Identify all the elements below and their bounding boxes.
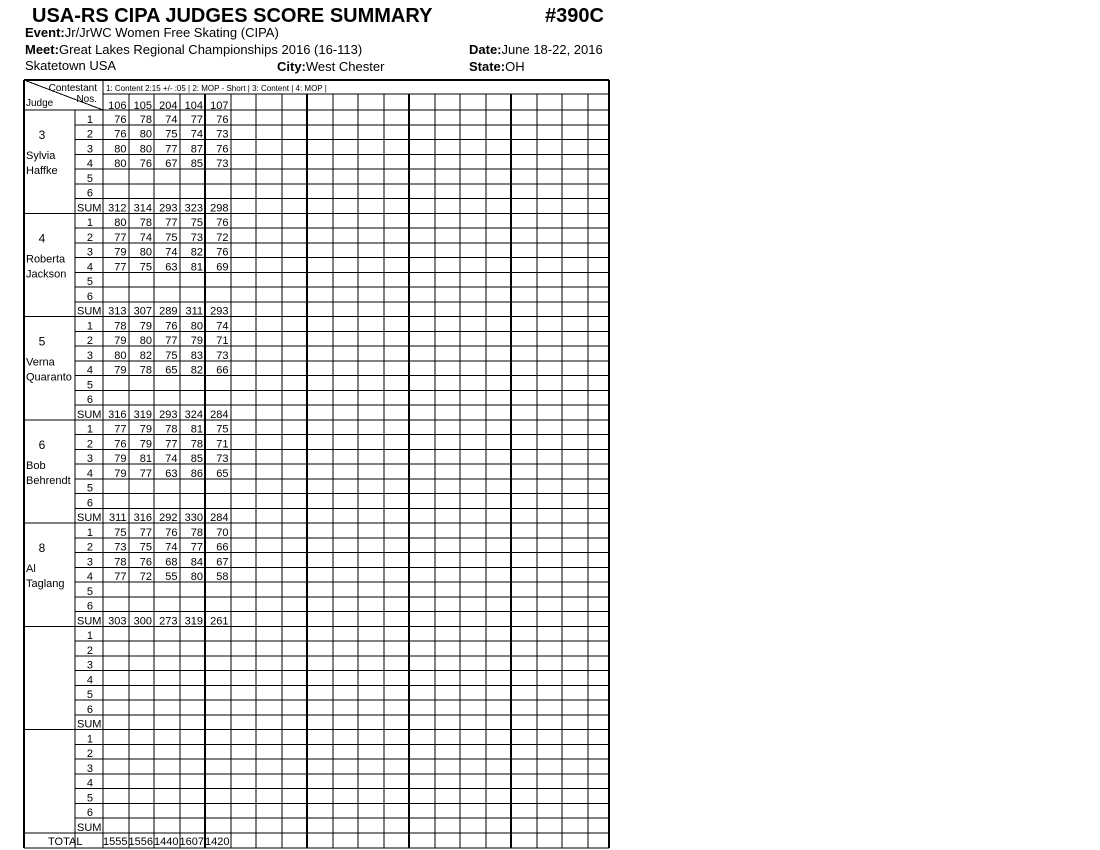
judge-number: 8 — [38, 541, 46, 555]
total-cell: 1440 — [154, 835, 179, 848]
sum-cell: 298 — [210, 202, 229, 215]
contestant-number: 204 — [159, 100, 178, 112]
score-cell: 78 — [165, 423, 178, 436]
score-cell: 85 — [190, 158, 203, 170]
row-number: 6 — [86, 187, 93, 200]
sum-cell: 261 — [210, 615, 229, 628]
row-number: 4 — [86, 467, 93, 480]
row-number: 5 — [86, 482, 93, 495]
score-cell: 76 — [216, 143, 229, 156]
sum-cell: 273 — [159, 615, 178, 628]
city-label: City: — [277, 59, 306, 74]
score-cell: 75 — [139, 261, 152, 274]
row-number: 3 — [86, 246, 93, 259]
score-cell: 58 — [216, 571, 229, 583]
form-number: #390C — [545, 5, 604, 27]
score-cell: 75 — [114, 526, 127, 539]
score-cell: 74 — [165, 541, 178, 554]
score-cell: 81 — [190, 423, 203, 436]
score-cell: 55 — [165, 571, 178, 583]
score-cell: 80 — [114, 158, 127, 170]
score-cell: 78 — [139, 113, 152, 126]
sum-label: SUM — [77, 408, 102, 421]
score-cell: 72 — [216, 231, 229, 244]
judge-last-name: Taglang — [26, 578, 65, 590]
score-cell: 79 — [190, 335, 203, 347]
row-number: 1 — [86, 113, 93, 126]
score-cell: 80 — [139, 246, 152, 259]
judge-label: Judge — [26, 98, 54, 109]
score-cell: 75 — [165, 128, 178, 141]
score-cell: 80 — [139, 335, 152, 347]
score-cell: 80 — [190, 571, 203, 583]
row-number: 2 — [86, 438, 93, 451]
row-number: 5 — [86, 172, 93, 185]
score-cell: 79 — [114, 335, 127, 347]
contestant-number: 105 — [133, 100, 152, 112]
row-number: 1 — [86, 423, 93, 436]
score-cell: 79 — [114, 364, 127, 377]
score-cell: 75 — [165, 231, 178, 244]
row-number: 6 — [86, 703, 93, 716]
score-cell: 77 — [114, 261, 127, 274]
date-label: Date: — [469, 42, 502, 57]
sum-cell: 319 — [133, 408, 152, 421]
sum-cell: 300 — [133, 615, 152, 628]
judge-first-name: Roberta — [26, 253, 66, 266]
score-cell: 82 — [139, 349, 152, 362]
score-cell: 76 — [139, 158, 152, 170]
score-cell: 76 — [139, 556, 152, 569]
event-label: Event: — [25, 25, 65, 40]
row-number: 4 — [86, 158, 93, 170]
judge-last-name: Quaranto — [26, 371, 72, 384]
sum-cell: 307 — [133, 305, 152, 318]
sum-cell: 316 — [133, 512, 152, 524]
score-cell: 77 — [190, 113, 203, 126]
score-cell: 86 — [190, 467, 203, 480]
sum-cell: 316 — [108, 408, 127, 421]
row-number: 4 — [86, 261, 93, 274]
score-cell: 77 — [190, 541, 203, 554]
meet-label: Meet: — [25, 42, 59, 57]
row-number: 3 — [86, 762, 93, 775]
sum-label: SUM — [77, 718, 102, 731]
sum-cell: 293 — [159, 202, 178, 215]
row-number: 3 — [86, 453, 93, 465]
city-value: West Chester — [305, 59, 385, 74]
row-number: 4 — [86, 571, 93, 583]
score-cell: 80 — [139, 128, 152, 141]
score-cell: 72 — [139, 571, 152, 583]
score-cell: 73 — [216, 453, 229, 465]
state-label: State: — [469, 59, 506, 74]
sum-cell: 293 — [210, 305, 229, 318]
sum-cell: 319 — [184, 615, 203, 628]
score-cell: 79 — [114, 453, 127, 465]
row-number: 1 — [86, 526, 93, 539]
score-cell: 73 — [216, 158, 229, 170]
row-number: 2 — [86, 231, 93, 244]
judge-number: 3 — [38, 128, 46, 142]
row-number: 6 — [86, 497, 93, 510]
score-cell: 80 — [139, 143, 152, 156]
score-cell: 67 — [165, 158, 178, 170]
row-number: 6 — [86, 394, 93, 406]
sum-cell: 289 — [159, 305, 178, 318]
judge-first-name: Sylvia — [26, 150, 56, 162]
score-cell: 73 — [216, 128, 229, 141]
row-number: 6 — [86, 807, 93, 819]
score-cell: 73 — [216, 349, 229, 362]
score-cell: 67 — [216, 556, 229, 569]
judge-number: 6 — [38, 437, 46, 452]
score-cell: 76 — [216, 217, 229, 229]
score-cell: 74 — [165, 246, 178, 259]
score-cell: 70 — [216, 526, 229, 539]
score-cell: 76 — [216, 246, 229, 259]
row-number: 4 — [86, 364, 93, 377]
sum-label: SUM — [77, 202, 102, 215]
score-cell: 78 — [139, 364, 152, 377]
row-number: 2 — [86, 335, 93, 347]
judge-number: 4 — [38, 231, 46, 246]
event-value: Jr/JrWC Women Free Skating (CIPA) — [64, 25, 279, 40]
sum-cell: 323 — [184, 202, 203, 215]
score-cell: 81 — [139, 453, 152, 465]
judge-first-name: Bob — [26, 459, 46, 472]
score-cell: 80 — [190, 320, 203, 333]
score-cell: 81 — [190, 261, 203, 274]
total-cell: 1420 — [205, 835, 230, 848]
row-number: 1 — [86, 630, 93, 642]
score-cell: 76 — [114, 113, 127, 126]
contestant-number: 107 — [210, 100, 229, 112]
scoring-legend: 1: Content 2:15 +/- :05 | 2: MOP - Short | 3: Content | 4: MOP | — [106, 84, 327, 93]
row-number: 3 — [86, 659, 93, 672]
sum-cell: 330 — [184, 512, 203, 524]
sum-cell: 313 — [108, 305, 127, 318]
page-title: USA-RS CIPA JUDGES SCORE SUMMARY — [32, 5, 433, 27]
score-cell: 87 — [190, 143, 203, 156]
total-cell: 1555 — [103, 835, 128, 848]
score-cell: 85 — [190, 453, 203, 465]
row-number: 2 — [86, 748, 93, 760]
date-value: June 18-22, 2016 — [501, 42, 603, 57]
meet-value: Great Lakes Regional Championships 2016 (16-113) — [58, 42, 363, 57]
score-cell: 77 — [139, 467, 152, 480]
row-number: 2 — [86, 541, 93, 554]
score-cell: 84 — [190, 556, 203, 569]
score-cell: 80 — [114, 349, 127, 362]
score-cell: 75 — [165, 349, 178, 362]
sum-cell: 284 — [210, 408, 229, 421]
score-cell: 76 — [216, 113, 229, 126]
sum-cell: 293 — [159, 408, 178, 421]
score-cell: 75 — [216, 423, 229, 436]
row-number: 5 — [86, 585, 93, 598]
score-cell: 74 — [216, 320, 229, 333]
score-cell: 77 — [139, 526, 152, 539]
contestant-number: 106 — [108, 100, 127, 112]
sum-cell: 324 — [184, 408, 203, 421]
sum-cell: 314 — [133, 202, 152, 215]
judge-last-name: Behrendt — [26, 474, 71, 487]
row-number: 5 — [86, 792, 93, 805]
score-cell: 78 — [139, 217, 152, 229]
row-number: 5 — [86, 379, 93, 392]
score-cell: 82 — [190, 246, 203, 259]
score-cell: 74 — [190, 128, 203, 141]
score-cell: 73 — [114, 541, 127, 554]
score-cell: 77 — [165, 143, 178, 156]
score-cell: 74 — [139, 231, 152, 244]
sum-label: SUM — [77, 512, 102, 524]
score-cell: 77 — [165, 438, 178, 451]
score-cell: 65 — [216, 467, 229, 480]
score-cell: 78 — [114, 320, 127, 333]
row-number: 5 — [86, 276, 93, 288]
total-cell: 1556 — [128, 835, 153, 848]
score-cell: 83 — [190, 349, 203, 362]
row-number: 4 — [86, 777, 93, 790]
sum-label: SUM — [77, 305, 102, 318]
row-number: 3 — [86, 143, 93, 156]
row-number: 1 — [86, 320, 93, 333]
score-cell: 80 — [114, 217, 127, 229]
total-label: TOTAL — [48, 835, 83, 848]
score-cell: 79 — [139, 438, 152, 451]
score-cell: 71 — [216, 335, 229, 347]
score-cell: 73 — [190, 231, 203, 244]
contestant-number: 104 — [184, 100, 203, 112]
score-cell: 75 — [190, 217, 203, 229]
row-number: 6 — [86, 290, 93, 303]
score-cell: 76 — [114, 128, 127, 141]
score-cell: 75 — [139, 541, 152, 554]
score-cell: 76 — [165, 320, 178, 333]
total-cell: 1607 — [179, 835, 204, 848]
row-number: 1 — [86, 217, 93, 229]
score-cell: 76 — [114, 438, 127, 451]
score-cell: 71 — [216, 438, 229, 451]
sum-cell: 311 — [108, 512, 127, 524]
row-number: 3 — [86, 349, 93, 362]
score-cell: 77 — [114, 571, 127, 583]
score-cell: 63 — [165, 467, 178, 480]
score-cell: 79 — [114, 246, 127, 259]
score-cell: 66 — [216, 364, 229, 377]
judge-number: 5 — [38, 334, 46, 349]
row-number: 3 — [86, 556, 93, 569]
score-cell: 68 — [165, 556, 178, 569]
row-number: 4 — [86, 674, 93, 687]
sum-cell: 284 — [210, 512, 229, 524]
sum-cell: 311 — [185, 305, 203, 318]
score-cell: 78 — [190, 526, 203, 539]
score-cell: 78 — [114, 556, 127, 569]
score-cell: 77 — [165, 217, 178, 229]
score-cell: 79 — [114, 467, 127, 480]
judge-first-name: Verna — [26, 356, 55, 369]
row-number: 5 — [86, 689, 93, 701]
sum-cell: 292 — [159, 512, 178, 524]
row-number: 1 — [86, 733, 93, 746]
score-cell: 80 — [114, 143, 127, 156]
row-number: 6 — [86, 600, 93, 613]
score-cell: 82 — [190, 364, 203, 377]
score-cell: 79 — [139, 320, 152, 333]
score-cell: 78 — [190, 438, 203, 451]
sum-label: SUM — [77, 615, 102, 628]
judge-first-name: Al — [26, 563, 36, 575]
sum-cell: 312 — [108, 202, 127, 215]
score-cell: 76 — [165, 526, 178, 539]
score-cell: 63 — [165, 261, 178, 274]
row-number: 2 — [86, 644, 93, 657]
contestant-label: Contestant — [48, 83, 97, 94]
score-cell: 74 — [165, 453, 178, 465]
row-number: 2 — [86, 128, 93, 141]
judge-last-name: Jackson — [26, 268, 67, 281]
state-value: OH — [505, 59, 525, 74]
score-cell: 77 — [114, 231, 127, 244]
score-cell: 65 — [165, 364, 178, 377]
score-cell: 77 — [114, 423, 127, 436]
sum-cell: 303 — [108, 615, 127, 628]
score-cell: 79 — [139, 423, 152, 436]
score-cell: 66 — [216, 541, 229, 554]
score-cell: 77 — [165, 335, 178, 347]
club-name: Skatetown USA — [25, 58, 117, 73]
judge-last-name: Haffke — [26, 165, 58, 177]
nos-label: Nos. — [76, 94, 97, 105]
score-cell: 74 — [165, 113, 178, 126]
score-cell: 69 — [216, 261, 229, 274]
sum-label: SUM — [77, 821, 102, 834]
